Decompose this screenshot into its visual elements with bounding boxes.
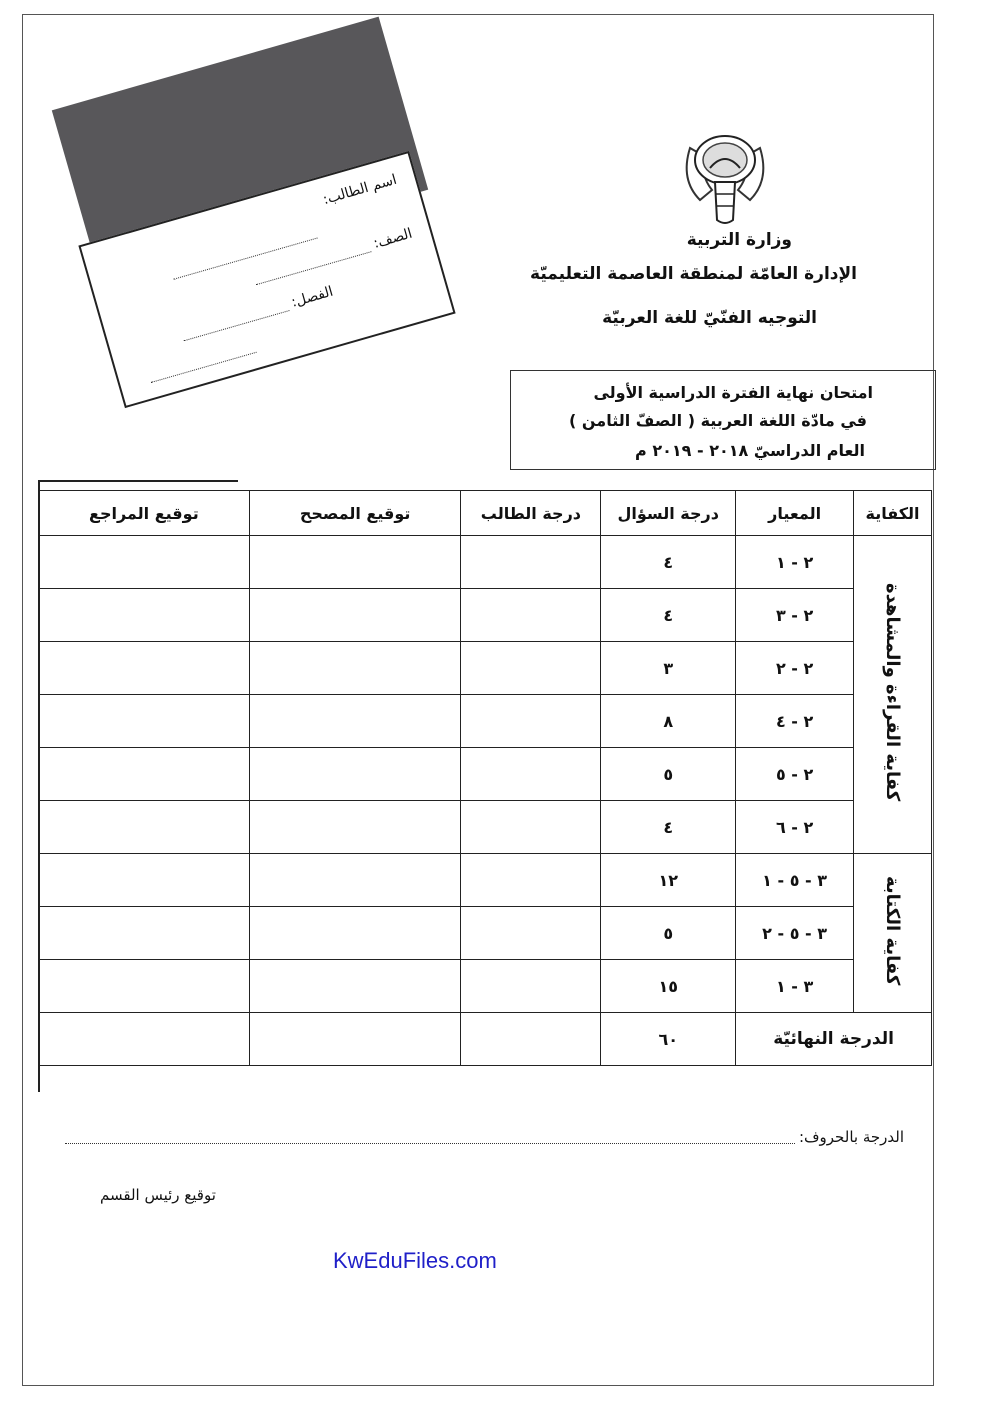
student-score-cell[interactable] <box>461 536 601 589</box>
final-corrector-signature-cell[interactable] <box>249 1013 461 1066</box>
student-score-cell[interactable] <box>461 642 601 695</box>
student-score-cell[interactable] <box>461 748 601 801</box>
class-label: الفصل: <box>289 283 336 311</box>
corrector-signature-cell[interactable] <box>249 907 461 960</box>
ministry-title: وزارة التربية <box>686 230 792 250</box>
corrector-signature-cell[interactable] <box>249 536 461 589</box>
question-score-cell: ٥ <box>601 907 736 960</box>
reviewer-signature-cell[interactable] <box>39 536 250 589</box>
student-score-cell[interactable] <box>461 854 601 907</box>
watermark-text: KwEduFiles.com <box>333 1248 497 1273</box>
class-field[interactable] <box>180 298 289 341</box>
table-row <box>39 748 932 801</box>
final-score-value: ٦٠ <box>601 1013 736 1066</box>
reading-competency-label: كفاية القراءة والمشاهدة <box>882 583 904 802</box>
corrector-signature-cell[interactable] <box>249 960 461 1013</box>
class-row <box>180 284 335 343</box>
final-student-score-cell[interactable] <box>461 1013 601 1066</box>
header-corrector-signature: توقيع المصحح <box>249 491 461 536</box>
criterion-cell: ٢ - ٣ <box>736 589 854 642</box>
criterion-cell: ٣ - ٥ - ٢ <box>736 907 854 960</box>
table-frame-top <box>38 480 238 482</box>
exam-title: امتحان نهاية الفترة الدراسية الأولى <box>593 383 873 402</box>
table-row <box>39 695 932 748</box>
corrector-signature-cell[interactable] <box>249 748 461 801</box>
reviewer-signature-cell[interactable] <box>39 748 250 801</box>
grades-table <box>38 490 932 1066</box>
corrector-signature-cell[interactable] <box>249 854 461 907</box>
header-criterion: المعيار <box>736 491 854 536</box>
reading-competency-cell <box>854 536 932 854</box>
student-score-cell[interactable] <box>461 589 601 642</box>
department-title: التوجيه الفنّيّ للغة العربيّة <box>602 308 817 328</box>
final-score-row <box>39 1013 932 1066</box>
student-score-cell[interactable] <box>461 907 601 960</box>
corrector-signature-cell[interactable] <box>249 695 461 748</box>
reviewer-signature-cell[interactable] <box>39 695 250 748</box>
question-score-cell: ٣ <box>601 642 736 695</box>
criterion-cell: ٢ - ٤ <box>736 695 854 748</box>
table-row <box>39 589 932 642</box>
header-competency: الكفاية <box>854 491 932 536</box>
reviewer-signature-cell[interactable] <box>39 854 250 907</box>
question-score-cell: ٤ <box>601 536 736 589</box>
question-score-cell: ٥ <box>601 748 736 801</box>
reviewer-signature-cell[interactable] <box>39 642 250 695</box>
kuwait-emblem-icon <box>670 120 780 230</box>
criterion-cell: ٣ - ٥ - ١ <box>736 854 854 907</box>
directorate-title: الإدارة العامّة لمنطقة العاصمة التعليميّة <box>530 264 857 284</box>
table-row <box>39 801 932 854</box>
reviewer-signature-cell[interactable] <box>39 801 250 854</box>
reviewer-signature-cell[interactable] <box>39 960 250 1013</box>
table-row <box>39 907 932 960</box>
score-in-letters-row <box>65 1128 904 1146</box>
exam-info-box <box>510 370 936 470</box>
header-student-score: درجة الطالب <box>461 491 601 536</box>
corrector-signature-cell[interactable] <box>249 642 461 695</box>
corrector-signature-cell[interactable] <box>249 589 461 642</box>
question-score-cell: ١٥ <box>601 960 736 1013</box>
table-row <box>39 536 932 589</box>
table-row <box>39 960 932 1013</box>
criterion-cell: ٢ - ٢ <box>736 642 854 695</box>
reviewer-signature-cell[interactable] <box>39 589 250 642</box>
reviewer-signature-cell[interactable] <box>39 907 250 960</box>
score-in-letters-label: الدرجة بالحروف: <box>798 1128 904 1146</box>
writing-competency-label: كفاية الكتابة <box>882 876 904 986</box>
question-score-cell: ١٢ <box>601 854 736 907</box>
score-in-letters-field[interactable] <box>65 1131 795 1144</box>
exam-year: العام الدراسيّ ٢٠١٨ - ٢٠١٩ م <box>635 441 865 460</box>
head-signature-label: توقيع رئيس القسم <box>100 1186 216 1204</box>
question-score-cell: ٤ <box>601 801 736 854</box>
exam-subject: في مادّة اللغة العربية ( الصفّ الثامن ) <box>569 411 867 430</box>
header-reviewer-signature: توقيع المراجع <box>39 491 250 536</box>
corrector-signature-cell[interactable] <box>249 801 461 854</box>
question-score-cell: ٨ <box>601 695 736 748</box>
final-reviewer-signature-cell[interactable] <box>39 1013 250 1066</box>
final-score-label: الدرجة النهائيّة <box>736 1013 932 1066</box>
criterion-cell: ٢ - ١ <box>736 536 854 589</box>
student-score-cell[interactable] <box>461 960 601 1013</box>
student-score-cell[interactable] <box>461 801 601 854</box>
grade-label: الصف: <box>371 225 415 252</box>
student-name-row <box>321 172 398 208</box>
writing-competency-cell <box>854 854 932 1013</box>
student-score-cell[interactable] <box>461 695 601 748</box>
header-question-score: درجة السؤال <box>601 491 736 536</box>
question-score-cell: ٤ <box>601 589 736 642</box>
table-row <box>39 642 932 695</box>
criterion-cell: ٢ - ٥ <box>736 748 854 801</box>
table-row <box>39 854 932 907</box>
criterion-cell: ٣ - ١ <box>736 960 854 1013</box>
student-name-label: اسم الطالب: <box>321 171 399 209</box>
table-header-row <box>39 491 932 536</box>
criterion-cell: ٢ - ٦ <box>736 801 854 854</box>
